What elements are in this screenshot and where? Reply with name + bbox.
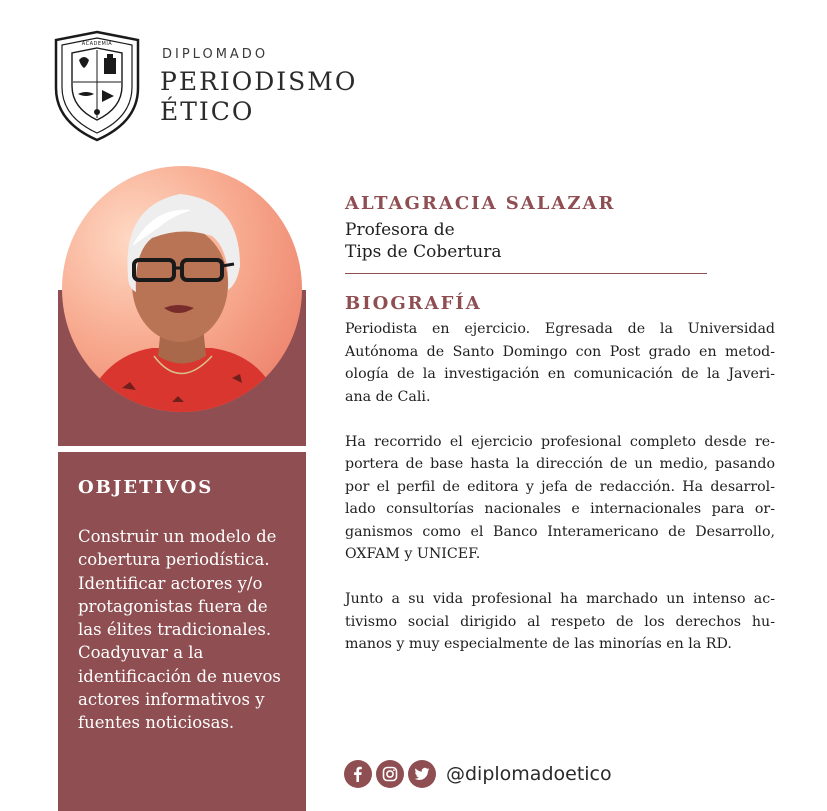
- bio-line: por el perfil de editora y jefa de redacción. Ha desarrol-: [345, 478, 775, 495]
- facebook-icon[interactable]: [344, 760, 372, 788]
- bio-line: manos y muy especialmente de las minorías en la RD.: [345, 636, 732, 652]
- professor-name: ALTAGRACIA SALAZAR: [345, 193, 616, 214]
- bio-line: Ha recorrido el ejercicio profesional completo desde re-: [345, 433, 775, 450]
- bio-line: tivismo social dirigido al respeto de los derechos hu-: [345, 613, 775, 630]
- biography-text: [345, 318, 775, 678]
- instagram-icon[interactable]: [376, 760, 404, 788]
- section-divider: [345, 273, 707, 274]
- biography-heading: BIOGRAFÍA: [345, 293, 482, 314]
- objectives-text: [78, 525, 298, 735]
- twitter-icon[interactable]: [408, 760, 436, 788]
- professor-role: [345, 219, 502, 263]
- bio-line: Periodista en ejercicio. Egresada de la Universidad: [345, 321, 775, 337]
- biography-paragraph: [345, 588, 775, 656]
- objectives-heading: OBJETIVOS: [78, 477, 214, 498]
- bio-line: ología de la investigación en comunicación de la Javeri-: [345, 366, 775, 382]
- social-links: [344, 759, 612, 789]
- objectives-line: Construir un modelo de: [78, 527, 277, 546]
- bio-line: Junto a su vida profesional ha marchado un intenso ac-: [345, 591, 775, 607]
- bio-line: lado consultorías nacionales e internacionales para or-: [345, 501, 775, 517]
- objectives-line: Coadyuvar a la: [78, 643, 204, 663]
- biography-paragraph: [345, 318, 775, 408]
- role-line2: Tips de Cobertura: [345, 242, 502, 262]
- objectives-line: actores informativos y: [78, 690, 265, 710]
- role-line1: Profesora de: [345, 220, 455, 240]
- objectives-line: Identificar actores y/o: [78, 573, 263, 593]
- objectives-line: cobertura periodística.: [78, 550, 270, 570]
- profile-photo: [62, 166, 302, 412]
- bio-line: Autónoma de Santo Domingo con Post grado en metod-: [345, 343, 775, 360]
- biography-paragraph: [345, 431, 775, 566]
- objectives-line: identificación de nuevos: [78, 666, 281, 686]
- bio-line: OXFAM y UNICEF.: [345, 546, 481, 562]
- header-eyebrow: DIPLOMADO: [162, 47, 269, 62]
- university-seal-logo: [52, 30, 142, 142]
- bio-line: portera de base hasta la dirección de un medio, pasando: [345, 456, 775, 472]
- bio-line: ganismos como el Banco Interamericano de Desarrollo,: [345, 523, 775, 540]
- svg-text:ACADEMIA: ACADEMIA: [81, 41, 113, 47]
- program-title-line1: PERIODISMO: [160, 67, 358, 96]
- bio-line: ana de Cali.: [345, 388, 431, 405]
- program-title-line2: ÉTICO: [160, 97, 255, 126]
- social-handle[interactable]: @diplomadoetico: [446, 763, 612, 785]
- objectives-line: protagonistas fuera de: [78, 596, 268, 616]
- objectives-line: fuentes noticiosas.: [78, 713, 235, 733]
- program-title: [160, 67, 357, 127]
- objectives-line: las élites tradicionales.: [78, 620, 272, 640]
